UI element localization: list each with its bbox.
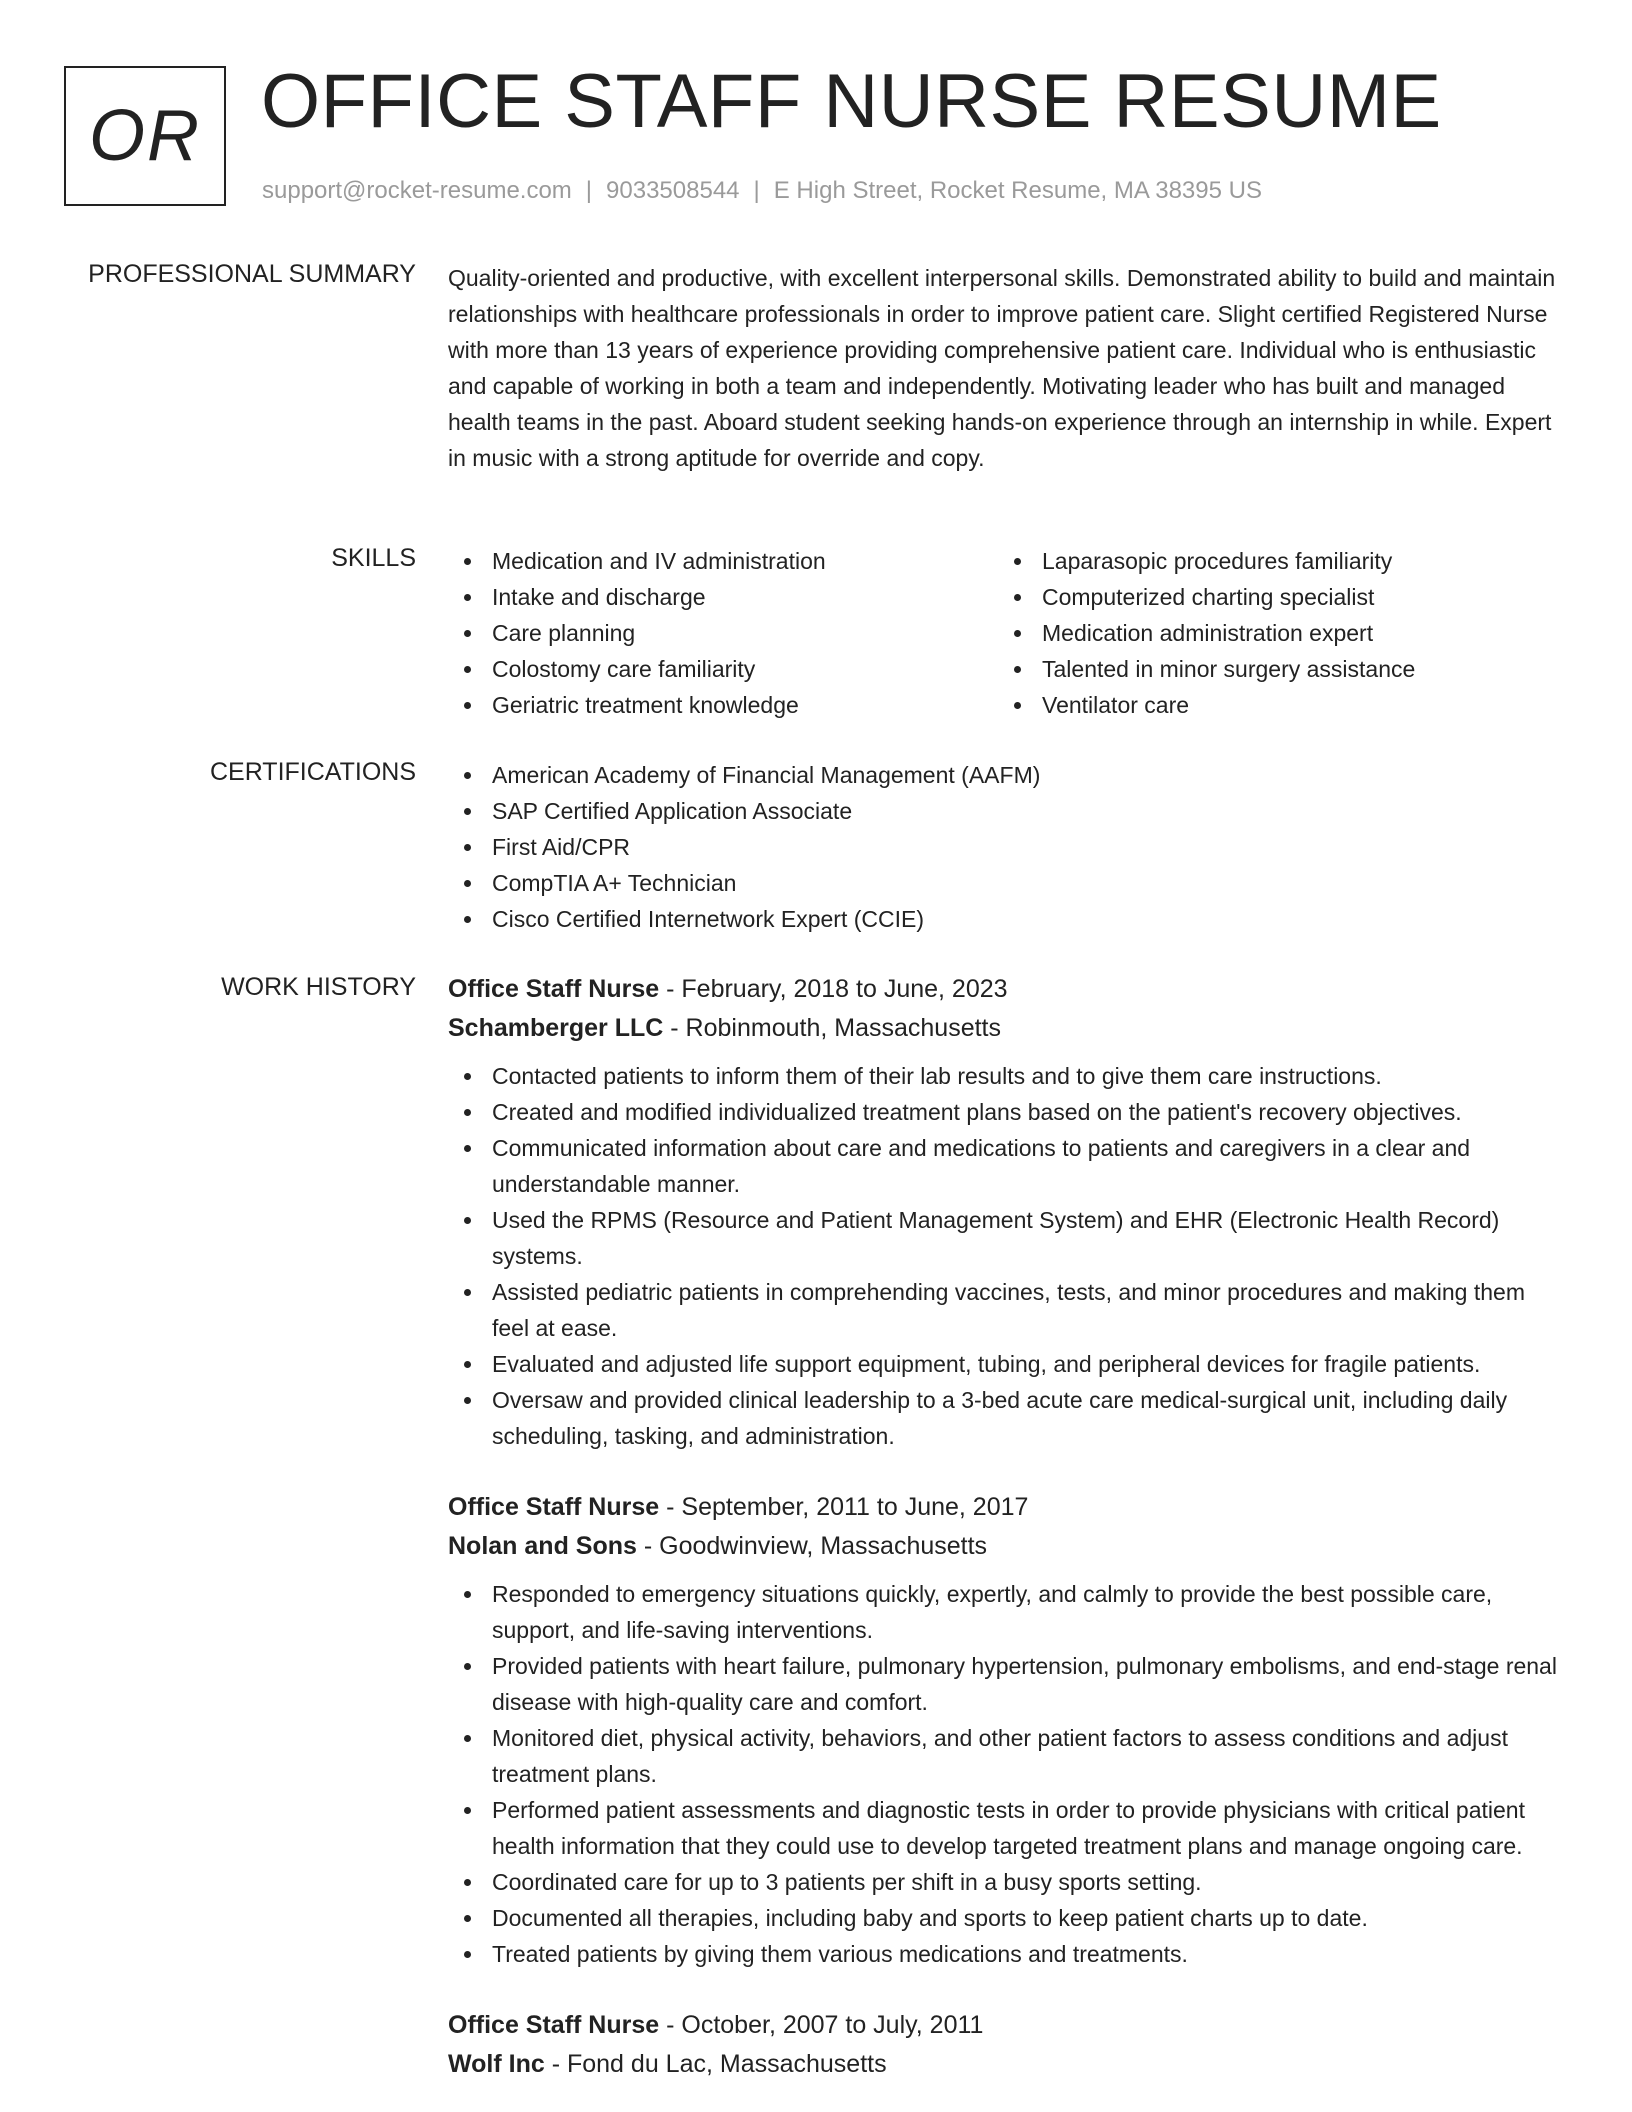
job-entry (448, 970, 1566, 1454)
list-item: Computerized charting specialist (998, 579, 1548, 615)
contact-separator: | (585, 177, 593, 204)
list-item: Geriatric treatment knowledge (448, 687, 998, 723)
job-title-line (448, 1488, 1566, 1527)
job-dates: - October, 2007 to July, 2011 (659, 2011, 984, 2039)
list-item: Intake and discharge (448, 579, 998, 615)
list-item: Treated patients by giving them various medications and treatments. (448, 1936, 1566, 1972)
contact-line (262, 176, 1262, 206)
list-item: CompTIA A+ Technician (448, 865, 1566, 901)
contact-phone: 9033508544 (606, 177, 740, 204)
resume-title: OFFICE STAFF NURSE RESUME (261, 59, 1442, 144)
summary-text: Quality-oriented and productive, with excellent interpersonal skills. Demonstrated ability to build and maintain relationships with healthcare professionals in order to improve patient care. Slight certified Registered Nurse with more than 13 years of experience providing comprehensive patient care. Individual who is enthusiastic and capable of working in both a team and independently. Motivating leader who has built and managed health teams in the past. Aboard student seeking hands-on experience through an internship in while. Expert in music with a strong aptitude for override and copy. (448, 265, 1556, 471)
list-item: Evaluated and adjusted life support equipment, tubing, and peripheral devices for fragile patients. (448, 1346, 1566, 1382)
monogram-box (64, 66, 226, 206)
job-title-line (448, 970, 1566, 1009)
list-item: Provided patients with heart failure, pulmonary hypertension, pulmonary embolisms, and end-stage renal disease with high-quality care and comfort. (448, 1648, 1566, 1720)
job-duties-list (448, 1058, 1566, 1454)
certifications-list (448, 757, 1566, 937)
list-item: Oversaw and provided clinical leadership to a 3-bed acute care medical-surgical unit, including daily scheduling, tasking, and administration. (448, 1382, 1566, 1454)
skills-columns (448, 543, 1566, 723)
section-label-certifications: CERTIFICATIONS (209, 758, 416, 786)
job-company: Schamberger LLC (448, 1014, 664, 1042)
list-item: Assisted pediatric patients in comprehending vaccines, tests, and minor procedures and making them feel at ease. (448, 1274, 1566, 1346)
job-title: Office Staff Nurse (448, 975, 660, 1003)
list-item: Performed patient assessments and diagnostic tests in order to provide physicians with critical patient health information that they could use to develop targeted treatment plans and manage ongoing care. (448, 1792, 1566, 1864)
list-item: First Aid/CPR (448, 829, 1566, 865)
job-entry (448, 1488, 1566, 1972)
list-item: Laparasopic procedures familiarity (998, 543, 1548, 579)
job-title-line (448, 2006, 1566, 2045)
list-item: Documented all therapies, including baby and sports to keep patient charts up to date. (448, 1900, 1566, 1936)
contact-address: E High Street, Rocket Resume, MA 38395 US (773, 177, 1262, 204)
contact-separator: | (753, 177, 760, 204)
section-label-summary: PROFESSIONAL SUMMARY (88, 260, 416, 288)
skills-list-right (998, 543, 1548, 723)
work-history-body (448, 970, 1566, 2112)
job-dates: - February, 2018 to June, 2023 (659, 975, 1008, 1003)
list-item: Used the RPMS (Resource and Patient Management System) and EHR (Electronic Health Record) systems. (448, 1202, 1566, 1274)
job-company-line (448, 1009, 1566, 1048)
list-item: Medication and IV administration (448, 543, 998, 579)
list-item: Created and modified individualized treatment plans based on the patient's recovery objectives. (448, 1094, 1566, 1130)
section-label-work-history: WORK HISTORY (221, 973, 416, 1001)
job-duties-list (448, 1576, 1566, 1972)
list-item: Talented in minor surgery assistance (998, 651, 1548, 687)
job-dates: - September, 2011 to June, 2017 (659, 1493, 1029, 1521)
list-item: SAP Certified Application Associate (448, 793, 1566, 829)
list-item: American Academy of Financial Management (AAFM) (448, 757, 1566, 793)
list-item: Colostomy care familiarity (448, 651, 998, 687)
section-label-skills: SKILLS (331, 544, 416, 572)
job-company: Wolf Inc (448, 2050, 545, 2078)
job-company: Nolan and Sons (448, 1532, 637, 1560)
job-location: - Fond du Lac, Massachusetts (544, 2050, 887, 2078)
job-title: Office Staff Nurse (448, 2011, 660, 2039)
monogram-initials: OR (89, 96, 201, 176)
job-title: Office Staff Nurse (448, 1493, 660, 1521)
job-location: - Goodwinview, Massachusetts (636, 1532, 988, 1560)
list-item: Ventilator care (998, 687, 1548, 723)
list-item: Monitored diet, physical activity, behaviors, and other patient factors to assess conditions and adjust treatment plans. (448, 1720, 1566, 1792)
job-entry (448, 2006, 1566, 2084)
list-item: Care planning (448, 615, 998, 651)
list-item: Coordinated care for up to 3 patients per shift in a busy sports setting. (448, 1864, 1566, 1900)
list-item: Contacted patients to inform them of their lab results and to give them care instructions. (448, 1058, 1566, 1094)
skills-list-left (448, 543, 998, 723)
summary-body (448, 260, 1566, 476)
list-item: Cisco Certified Internetwork Expert (CCIE) (448, 901, 1566, 937)
job-location: - Robinmouth, Massachusetts (663, 1014, 1001, 1042)
certifications-body (448, 757, 1566, 937)
job-company-line (448, 1527, 1566, 1566)
list-item: Communicated information about care and medications to patients and caregivers in a clear and understandable manner. (448, 1130, 1566, 1202)
list-item: Medication administration expert (998, 615, 1548, 651)
list-item: Responded to emergency situations quickly, expertly, and calmly to provide the best possible care, support, and life-saving interventions. (448, 1576, 1566, 1648)
skills-body (448, 543, 1566, 723)
job-company-line (448, 2045, 1566, 2084)
contact-email: support@rocket-resume.com (262, 177, 572, 204)
